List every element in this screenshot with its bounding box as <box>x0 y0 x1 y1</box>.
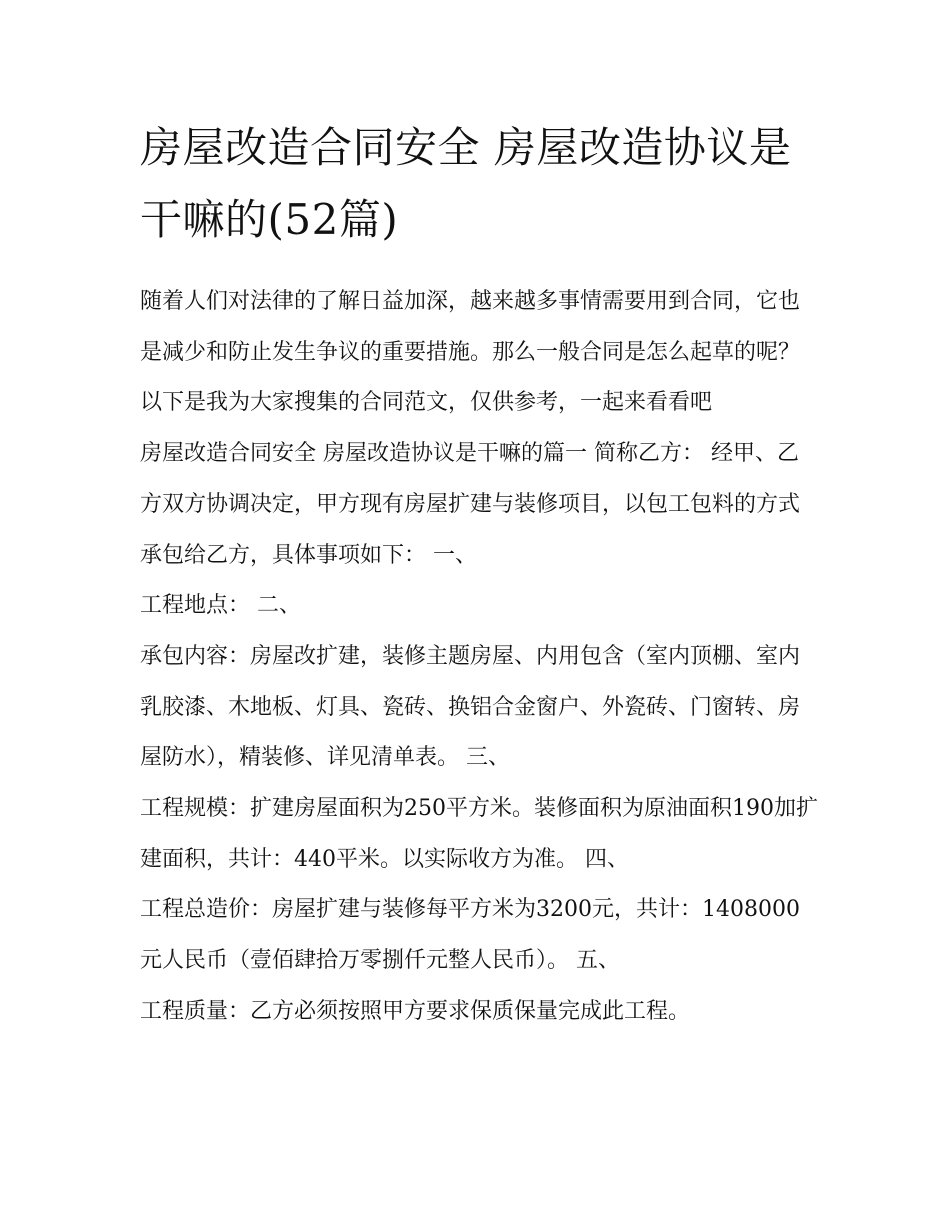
document-body <box>140 277 820 1038</box>
document-title: 房屋改造合同安全 房屋改造协议是干嘛的(52篇) <box>140 123 792 244</box>
body-paragraph: 房屋改造合同安全 房屋改造协议是干嘛的篇一 简称乙方： 经甲、乙方双方协调决定，甲方现有房屋扩建与装修项目，以包工包料的方式承包给乙方，具体事项如下： 一、 <box>140 441 801 568</box>
body-paragraph: 承包内容：房屋改扩建，装修主题房屋、内用包含（室内顶棚、室内乳胶漆、木地板、灯具、瓷砖、换铝合金窗户、外瓷砖、门窗转、房屋防水），精装修、详见清单表。 三、 <box>140 643 801 771</box>
body-paragraph: 工程总造价：房屋扩建与装修每平方米为3200元，共计：1408000元人民币（壹佰肆拾万零捌仟元整人民币）。 五、 <box>140 897 800 974</box>
intro-paragraph: 随着人们对法律的了解日益加深，越来越多事情需要用到合同，它也是减少和防止发生争议的重要措施。那么一般合同是怎么起草的呢？以下是我为大家搜集的合同范文，仅供参考，一起来看看吧 <box>140 289 801 416</box>
body-paragraph: 工程地点： 二、 <box>140 593 301 619</box>
body-paragraph: 工程质量：乙方必须按照甲方要求保质保量完成此工程。 <box>140 998 691 1024</box>
body-paragraph: 工程规模：扩建房屋面积为250平方米。装修面积为原油面积190加扩建面积，共计：440平米。以实际收方为准。 四、 <box>140 796 818 872</box>
